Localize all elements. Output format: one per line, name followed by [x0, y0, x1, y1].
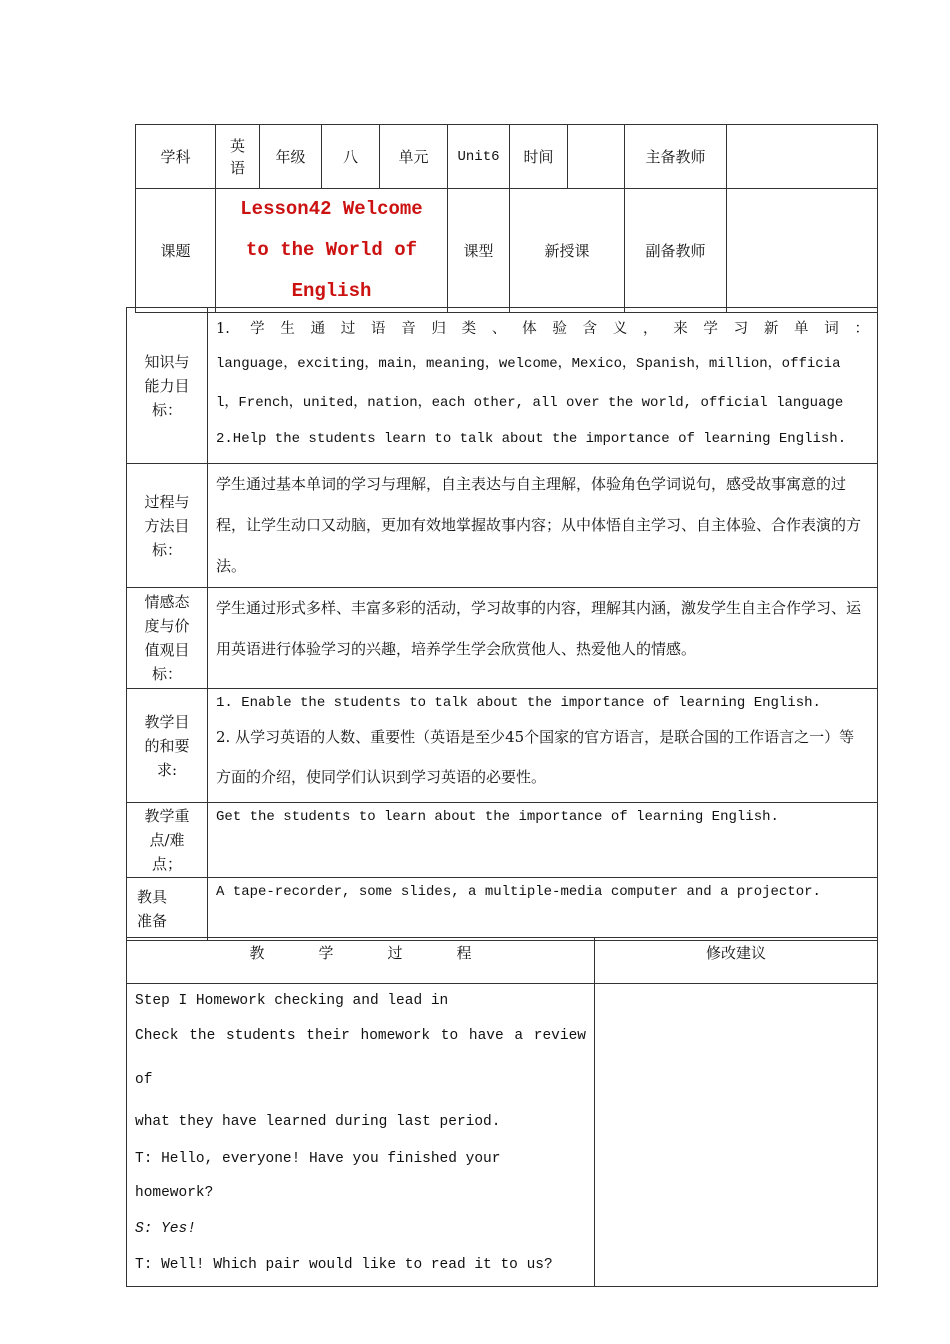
- knowledge-content: [208, 308, 878, 464]
- lesson-title-line: English: [291, 280, 372, 302]
- process-line: T: Well! Which pair would like to read it to us?: [135, 1257, 553, 1273]
- process-line: T: Hello, everyone! Have you finished your homework?: [135, 1151, 501, 1201]
- process-table: [126, 937, 878, 1287]
- topic-label: 课题: [136, 189, 216, 313]
- process-header: 教学过程: [127, 938, 595, 984]
- objectives-table: [126, 307, 878, 941]
- knowledge-line: 1. 学生通过语音归类、体验含义，来学习新单词：: [216, 320, 869, 337]
- knowledge-label: 知识与能力目标：: [127, 308, 208, 464]
- process-line: Step I Homework checking and lead in: [135, 993, 449, 1009]
- aims-line: 1. Enable the students to talk about the importance of learning English.: [216, 695, 821, 711]
- tools-label-text: 教具准备: [137, 888, 168, 930]
- process-line: Check the students their homework to have a review of: [135, 1028, 586, 1088]
- type-label: 课型: [448, 189, 510, 313]
- tools-label: [127, 878, 208, 941]
- assistant-teacher-label: 副备教师: [625, 189, 727, 313]
- aims-line: 2. 从学习英语的人数、重要性（英语是至少45个国家的官方语言，是联合国的工作语言之一）等方面的介绍，使同学们认识到学习英语的必要性。: [216, 728, 855, 786]
- process-label: 过程与方法目标：: [127, 464, 208, 588]
- lesson-title-line: to the World of: [245, 239, 418, 261]
- grade-value: 八: [322, 125, 380, 189]
- header-table: [135, 124, 878, 313]
- lesson-title-line: Lesson42 Welcome: [240, 198, 423, 220]
- subject-label: 学科: [136, 125, 216, 189]
- key-points-label: 教学重点/难点；: [127, 803, 208, 878]
- subject-value: 英语: [216, 125, 260, 189]
- lead-teacher-label: 主备教师: [625, 125, 727, 189]
- process-line: S: Yes!: [135, 1221, 196, 1237]
- suggestions-header: 修改建议: [595, 938, 878, 984]
- emotion-label: 情感态度与价值观目标：: [127, 588, 208, 689]
- time-label: 时间: [510, 125, 568, 189]
- time-value: [568, 125, 625, 189]
- suggestions-body: [595, 984, 878, 1287]
- knowledge-line: 2.Help the students learn to talk about the importance of learning English.: [216, 430, 847, 447]
- lesson-title: [216, 189, 448, 313]
- process-body: [127, 984, 595, 1287]
- unit-label: 单元: [380, 125, 448, 189]
- key-points-text: Get the students to learn about the importance of learning English.: [208, 803, 878, 878]
- process-line: what they have learned during last period.: [135, 1114, 501, 1130]
- emotion-text: 学生通过形式多样、丰富多彩的活动，学习故事的内容，理解其内涵，激发学生自主合作学习、运用英语进行体验学习的兴趣，培养学生学会欣赏他人、热爱他人的情感。: [208, 588, 878, 689]
- knowledge-line: language，exciting，main，meaning，welcome，Mexico，Spanish，million，officia: [216, 355, 841, 372]
- lead-teacher-value: [727, 125, 878, 189]
- process-text: 学生通过基本单词的学习与理解，自主表达与自主理解，体验角色学词说句，感受故事寓意的过程，让学生动口又动脑，更加有效地掌握故事内容；从中体悟自主学习、自主体验、合作表演的方法。: [208, 464, 878, 588]
- grade-label: 年级: [260, 125, 322, 189]
- knowledge-line: l，French，united，nation，each other, all over the world, official language: [216, 394, 844, 411]
- tools-text: A tape-recorder, some slides, a multiple-media computer and a projector.: [208, 878, 878, 941]
- aims-label: 教学目的和要求:: [127, 689, 208, 803]
- unit-value: Unit6: [448, 125, 510, 189]
- type-value: 新授课: [510, 189, 625, 313]
- assistant-teacher-value: [727, 189, 878, 313]
- aims-content: [208, 689, 878, 803]
